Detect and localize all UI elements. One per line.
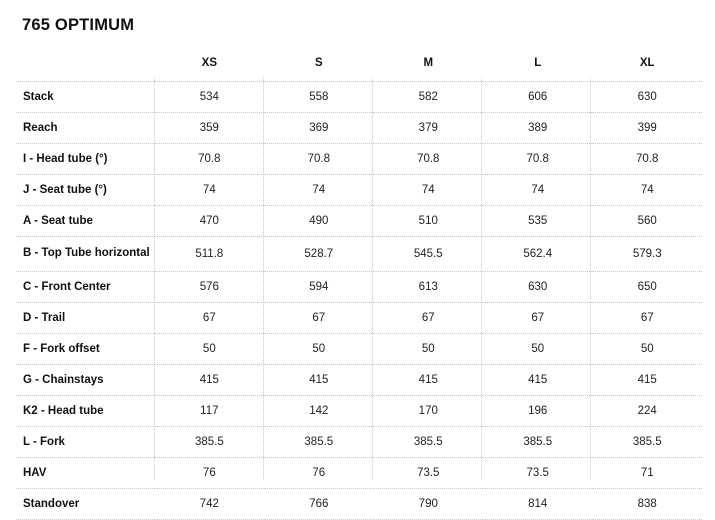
cell-value: 415 [483, 364, 592, 395]
row-label: Reach [16, 113, 155, 144]
cell-value: 558 [264, 82, 373, 113]
cell-value: 630 [592, 82, 702, 113]
row-label: C - Front Center [16, 271, 155, 302]
cell-value: 630 [483, 271, 592, 302]
cell-value: 399 [592, 113, 702, 144]
cell-value: 560 [592, 206, 702, 237]
cell-value: 379 [374, 113, 483, 144]
column-divider [154, 78, 155, 479]
cell-value: 534 [155, 82, 264, 113]
cell-value: 142 [264, 395, 373, 426]
cell-value: 67 [374, 302, 483, 333]
cell-value: 389 [483, 113, 592, 144]
cell-value: 385.5 [592, 426, 702, 457]
geometry-table [16, 53, 702, 520]
cell-value: 70.8 [374, 144, 483, 175]
table-row [16, 426, 702, 457]
table-row [16, 113, 702, 144]
table-row [16, 206, 702, 237]
cell-value: 71 [592, 457, 702, 488]
cell-value: 117 [155, 395, 264, 426]
table-row [16, 364, 702, 395]
table-row [16, 271, 702, 302]
cell-value: 74 [483, 175, 592, 206]
header-size-m: M [423, 57, 434, 69]
table-row [16, 175, 702, 206]
cell-value: 50 [155, 333, 264, 364]
header-row [16, 53, 702, 82]
cell-value: 76 [155, 457, 264, 488]
cell-value: 535 [483, 206, 592, 237]
cell-value: 385.5 [155, 426, 264, 457]
cell-value: 70.8 [592, 144, 702, 175]
table-row [16, 395, 702, 426]
header-size-l: L [534, 57, 542, 69]
cell-value: 510 [374, 206, 483, 237]
cell-value: 415 [374, 364, 483, 395]
cell-value: 359 [155, 113, 264, 144]
column-divider [481, 78, 482, 479]
table-row [16, 237, 702, 272]
cell-value: 582 [374, 82, 483, 113]
header-size-s: S [314, 57, 323, 69]
cell-value: 50 [483, 333, 592, 364]
cell-value: 196 [483, 395, 592, 426]
cell-value: 369 [264, 113, 373, 144]
header-size-xl: XL [639, 57, 655, 69]
table-row [16, 457, 702, 488]
row-label: Stack [16, 82, 155, 113]
cell-value: 594 [264, 271, 373, 302]
cell-value: 545.5 [374, 237, 483, 272]
cell-value: 73.5 [374, 457, 483, 488]
table-row [16, 488, 702, 519]
cell-value: 74 [374, 175, 483, 206]
cell-value: 224 [592, 395, 702, 426]
cell-value: 490 [264, 206, 373, 237]
cell-value: 74 [155, 175, 264, 206]
header-label-column [16, 53, 155, 82]
cell-value: 415 [592, 364, 702, 395]
cell-value: 170 [374, 395, 483, 426]
cell-value: 74 [592, 175, 702, 206]
cell-value: 70.8 [483, 144, 592, 175]
cell-value: 67 [264, 302, 373, 333]
cell-value: 613 [374, 271, 483, 302]
column-divider [590, 78, 591, 479]
cell-value: 606 [483, 82, 592, 113]
cell-value: 385.5 [483, 426, 592, 457]
row-label: HAV [16, 457, 155, 488]
row-label: I - Head tube (°) [16, 144, 155, 175]
cell-value: 50 [592, 333, 702, 364]
cell-value: 766 [264, 488, 373, 519]
cell-value: 415 [264, 364, 373, 395]
row-label: B - Top Tube horizontal [16, 237, 155, 272]
table-row [16, 82, 702, 113]
cell-value: 576 [155, 271, 264, 302]
cell-value: 74 [264, 175, 373, 206]
table-row [16, 144, 702, 175]
row-label: L - Fork [16, 426, 155, 457]
cell-value: 70.8 [155, 144, 264, 175]
cell-value: 415 [155, 364, 264, 395]
cell-value: 67 [483, 302, 592, 333]
row-label: Standover [16, 488, 155, 519]
cell-value: 76 [264, 457, 373, 488]
cell-value: 67 [155, 302, 264, 333]
table-header [16, 53, 702, 82]
cell-value: 742 [155, 488, 264, 519]
cell-value: 470 [155, 206, 264, 237]
cell-value: 67 [592, 302, 702, 333]
cell-value: 650 [592, 271, 702, 302]
column-divider [263, 78, 264, 479]
table-body [16, 82, 702, 520]
table-row [16, 333, 702, 364]
cell-value: 814 [483, 488, 592, 519]
row-label: K2 - Head tube [16, 395, 155, 426]
row-label: A - Seat tube [16, 206, 155, 237]
row-label: J - Seat tube (°) [16, 175, 155, 206]
cell-value: 70.8 [264, 144, 373, 175]
header-size-xs: XS [201, 57, 217, 69]
cell-value: 50 [374, 333, 483, 364]
page-title: 765 OPTIMUM [22, 16, 135, 34]
cell-value: 385.5 [374, 426, 483, 457]
cell-value: 511.8 [155, 237, 264, 272]
cell-value: 50 [264, 333, 373, 364]
cell-value: 838 [592, 488, 702, 519]
column-divider [372, 78, 373, 479]
cell-value: 562.4 [483, 237, 592, 272]
row-label: D - Trail [16, 302, 155, 333]
cell-value: 385.5 [264, 426, 373, 457]
cell-value: 790 [374, 488, 483, 519]
table-row [16, 302, 702, 333]
row-label: G - Chainstays [16, 364, 155, 395]
cell-value: 579.3 [592, 237, 702, 272]
cell-value: 73.5 [483, 457, 592, 488]
row-label: F - Fork offset [16, 333, 155, 364]
cell-value: 528.7 [264, 237, 373, 272]
